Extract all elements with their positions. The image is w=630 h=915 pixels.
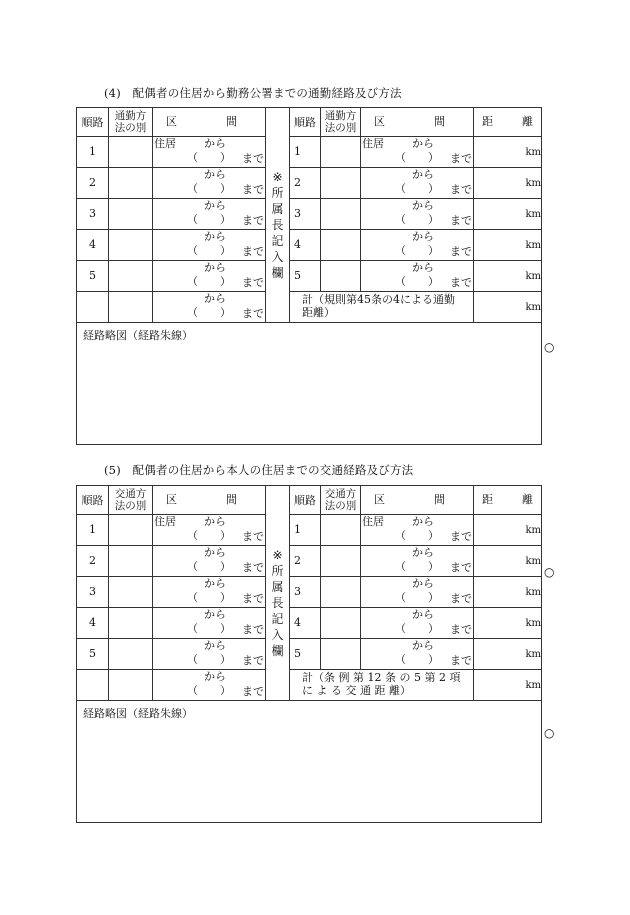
circle-mark: ○	[544, 726, 555, 740]
section-cell[interactable]: 住居 から （ ） まで	[153, 137, 266, 168]
section-cell[interactable]: から （ ） まで	[361, 577, 474, 608]
method-cell[interactable]	[109, 230, 153, 261]
section-cell[interactable]: から （ ） まで	[361, 546, 474, 577]
route-number: 1	[77, 515, 109, 546]
section-cell[interactable]: から （ ） まで	[153, 639, 266, 670]
circle-mark: ○	[544, 565, 555, 579]
section-cell[interactable]: から （ ） まで	[153, 577, 266, 608]
section-cell[interactable]: から （ ） まで	[361, 608, 474, 639]
table-row	[77, 292, 542, 323]
section-cell[interactable]: から （ ） まで	[361, 199, 474, 230]
table-row	[77, 261, 542, 292]
section-cell[interactable]: から （ ） まで	[153, 608, 266, 639]
header-route-2: 順路	[290, 108, 321, 137]
method-cell[interactable]	[109, 261, 153, 292]
header-route: 順路	[77, 486, 109, 515]
route-number: 2	[290, 168, 321, 199]
method-cell[interactable]	[109, 292, 153, 323]
header-distance: 距 離	[474, 108, 542, 137]
route-number	[77, 670, 109, 701]
method-cell[interactable]	[109, 137, 153, 168]
table-row	[77, 639, 542, 670]
method-cell[interactable]	[109, 168, 153, 199]
section-cell[interactable]: から （ ） まで	[153, 199, 266, 230]
total-label: 計（条 例 第 12 条 の 5 第 2 項 に よ る 交 通 距 離）	[290, 670, 474, 701]
table-row	[77, 577, 542, 608]
distance-cell[interactable]: km	[474, 230, 542, 261]
route-map-label: 経路略図（経路朱線）	[83, 707, 193, 720]
office-head-entry-column: ※ 所 属 長 記 入 欄	[266, 486, 290, 701]
section-cell[interactable]: から （ ） まで	[153, 261, 266, 292]
header-method-2: 交通方 法の別	[321, 486, 361, 515]
route-number: 5	[77, 639, 109, 670]
table-row	[77, 199, 542, 230]
method-cell[interactable]	[321, 137, 361, 168]
section-cell[interactable]: 住居 から （ ） まで	[361, 515, 474, 546]
distance-cell[interactable]: km	[474, 261, 542, 292]
route-number: 5	[77, 261, 109, 292]
section-cell[interactable]: から （ ） まで	[153, 230, 266, 261]
table-row	[77, 546, 542, 577]
method-cell[interactable]	[321, 168, 361, 199]
route-number: 2	[77, 546, 109, 577]
method-cell[interactable]	[321, 639, 361, 670]
distance-cell[interactable]: km	[474, 608, 542, 639]
route-number: 2	[290, 546, 321, 577]
table-row	[77, 608, 542, 639]
route-number: 3	[290, 577, 321, 608]
table-row	[77, 670, 542, 701]
route-number: 4	[290, 230, 321, 261]
table-row	[77, 230, 542, 261]
table-row	[77, 137, 542, 168]
header-route: 順路	[77, 108, 109, 137]
distance-cell[interactable]: km	[474, 639, 542, 670]
distance-cell[interactable]: km	[474, 577, 542, 608]
section-cell[interactable]: から （ ） まで	[153, 546, 266, 577]
route-number: 4	[290, 608, 321, 639]
section-cell[interactable]: から （ ） まで	[153, 670, 266, 701]
method-cell[interactable]	[321, 199, 361, 230]
route-map-area[interactable]	[77, 701, 542, 823]
route-map-area[interactable]	[77, 323, 542, 445]
distance-cell[interactable]: km	[474, 515, 542, 546]
method-cell[interactable]	[109, 577, 153, 608]
header-method-2: 通勤方 法の別	[321, 108, 361, 137]
section-cell[interactable]: から （ ） まで	[361, 261, 474, 292]
method-cell[interactable]	[321, 608, 361, 639]
method-cell[interactable]	[321, 230, 361, 261]
route-number: 3	[77, 199, 109, 230]
method-cell[interactable]	[109, 546, 153, 577]
section-4-title: (4) 配偶者の住居から勤務公署までの通勤経路及び方法	[104, 86, 402, 100]
header-method: 通勤方 法の別	[109, 108, 153, 137]
section-5-table	[76, 485, 542, 823]
total-label: 計（規則第45条の4による通勤 距離）	[290, 292, 474, 323]
route-number	[77, 292, 109, 323]
method-cell[interactable]	[321, 577, 361, 608]
header-section: 区 間	[153, 486, 266, 515]
header-route-2: 順路	[290, 486, 321, 515]
route-number: 2	[77, 168, 109, 199]
route-number: 3	[290, 199, 321, 230]
distance-cell[interactable]: km	[474, 168, 542, 199]
section-cell[interactable]: から （ ） まで	[361, 230, 474, 261]
route-map-label: 経路略図（経路朱線）	[83, 329, 193, 342]
route-number: 5	[290, 639, 321, 670]
method-cell[interactable]	[109, 515, 153, 546]
header-section-2: 区 間	[361, 108, 474, 137]
route-number: 1	[77, 137, 109, 168]
route-number: 4	[77, 608, 109, 639]
section-cell[interactable]: 住居 から （ ） まで	[153, 515, 266, 546]
route-number: 1	[290, 515, 321, 546]
section-cell[interactable]: から （ ） まで	[361, 639, 474, 670]
method-cell[interactable]	[321, 546, 361, 577]
distance-cell[interactable]: km	[474, 546, 542, 577]
section-5-title: (5) 配偶者の住居から本人の住居までの交通経路及び方法	[104, 463, 414, 477]
method-cell[interactable]	[109, 608, 153, 639]
section-cell[interactable]: から （ ） まで	[153, 168, 266, 199]
route-number: 5	[290, 261, 321, 292]
section-cell[interactable]: から （ ） まで	[361, 168, 474, 199]
header-section-2: 区 間	[361, 486, 474, 515]
route-number: 3	[77, 577, 109, 608]
header-distance: 距 離	[474, 486, 542, 515]
total-distance-cell[interactable]: km	[474, 670, 542, 701]
method-cell[interactable]	[109, 670, 153, 701]
section-cell[interactable]: 住居 から （ ） まで	[361, 137, 474, 168]
distance-cell[interactable]: km	[474, 137, 542, 168]
table-row	[77, 168, 542, 199]
method-cell[interactable]	[321, 515, 361, 546]
section-cell[interactable]: から （ ） まで	[153, 292, 266, 323]
header-section: 区 間	[153, 108, 266, 137]
method-cell[interactable]	[109, 639, 153, 670]
route-number: 1	[290, 137, 321, 168]
method-cell[interactable]	[109, 199, 153, 230]
office-head-entry-column: ※ 所 属 長 記 入 欄	[266, 108, 290, 323]
total-distance-cell[interactable]: km	[474, 292, 542, 323]
header-method: 交通方 法の別	[109, 486, 153, 515]
method-cell[interactable]	[321, 261, 361, 292]
route-number: 4	[77, 230, 109, 261]
circle-mark: ○	[544, 340, 555, 354]
section-4-table	[76, 107, 542, 445]
table-row	[77, 515, 542, 546]
distance-cell[interactable]: km	[474, 199, 542, 230]
